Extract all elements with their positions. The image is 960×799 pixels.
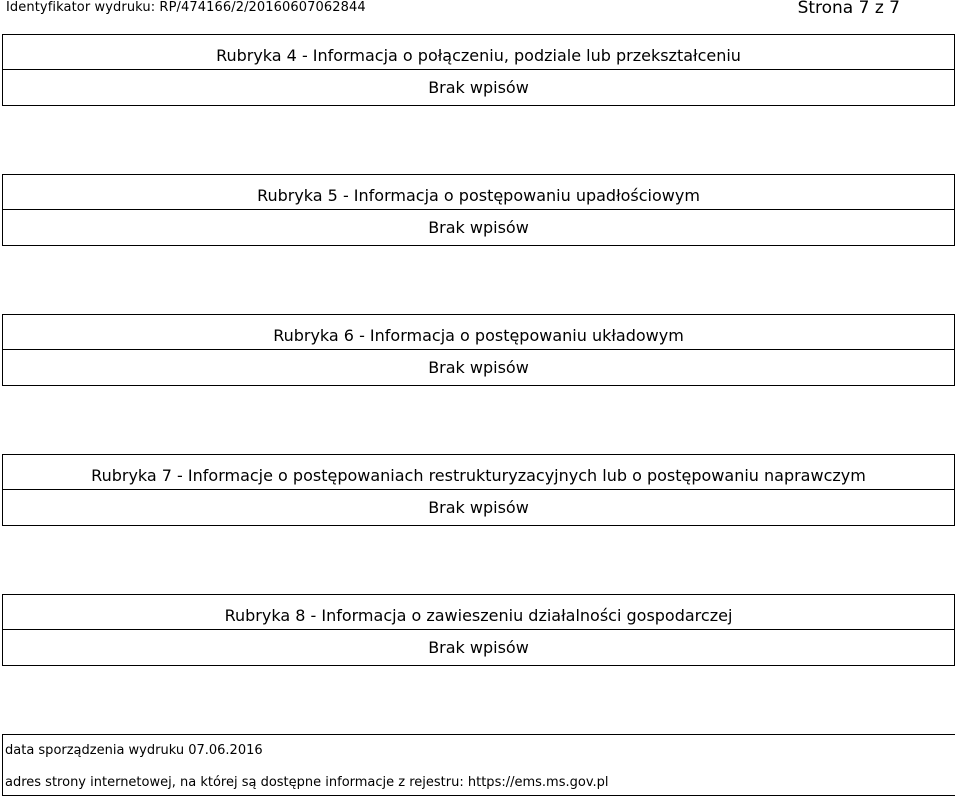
footer-box <box>2 734 955 796</box>
section-value-row <box>2 350 955 386</box>
section-title: Rubryka 8 - Informacja o zawieszeniu działalności gospodarczej <box>224 606 733 625</box>
print-date: data sporządzenia wydruku 07.06.2016 <box>5 743 263 758</box>
section-value-row <box>2 490 955 526</box>
section-title: Rubryka 5 - Informacja o postępowaniu upadłościowym <box>257 186 700 205</box>
section-value: Brak wpisów <box>428 77 529 97</box>
section-rubryka-6 <box>2 314 957 386</box>
section-title-row <box>2 454 955 490</box>
section-title-row <box>2 34 955 70</box>
section-value: Brak wpisów <box>428 217 529 237</box>
section-rubryka-7 <box>2 454 957 526</box>
section-title-row <box>2 314 955 350</box>
section-value-row <box>2 210 955 246</box>
section-title-row <box>2 594 955 630</box>
print-identifier: Identyfikator wydruku: RP/474166/2/20160607062844 <box>6 0 366 15</box>
page-number: Strona 7 z 7 <box>797 0 900 18</box>
section-title: Rubryka 7 - Informacje o postępowaniach restrukturyzacyjnych lub o postępowaniu naprawczym <box>91 466 866 485</box>
section-rubryka-8 <box>2 594 957 666</box>
section-title-row <box>2 174 955 210</box>
section-value: Brak wpisów <box>428 497 529 517</box>
section-value-row <box>2 630 955 666</box>
section-title: Rubryka 4 - Informacja o połączeniu, podziale lub przekształceniu <box>216 46 741 65</box>
section-rubryka-5 <box>2 174 957 246</box>
registry-address: adres strony internetowej, na której są dostępne informacje z rejestru: https://ems.ms.gov.pl <box>5 775 609 790</box>
section-value-row <box>2 70 955 106</box>
section-rubryka-4 <box>2 34 957 106</box>
section-value: Brak wpisów <box>428 357 529 377</box>
section-title: Rubryka 6 - Informacja o postępowaniu układowym <box>273 326 684 345</box>
section-value: Brak wpisów <box>428 637 529 657</box>
